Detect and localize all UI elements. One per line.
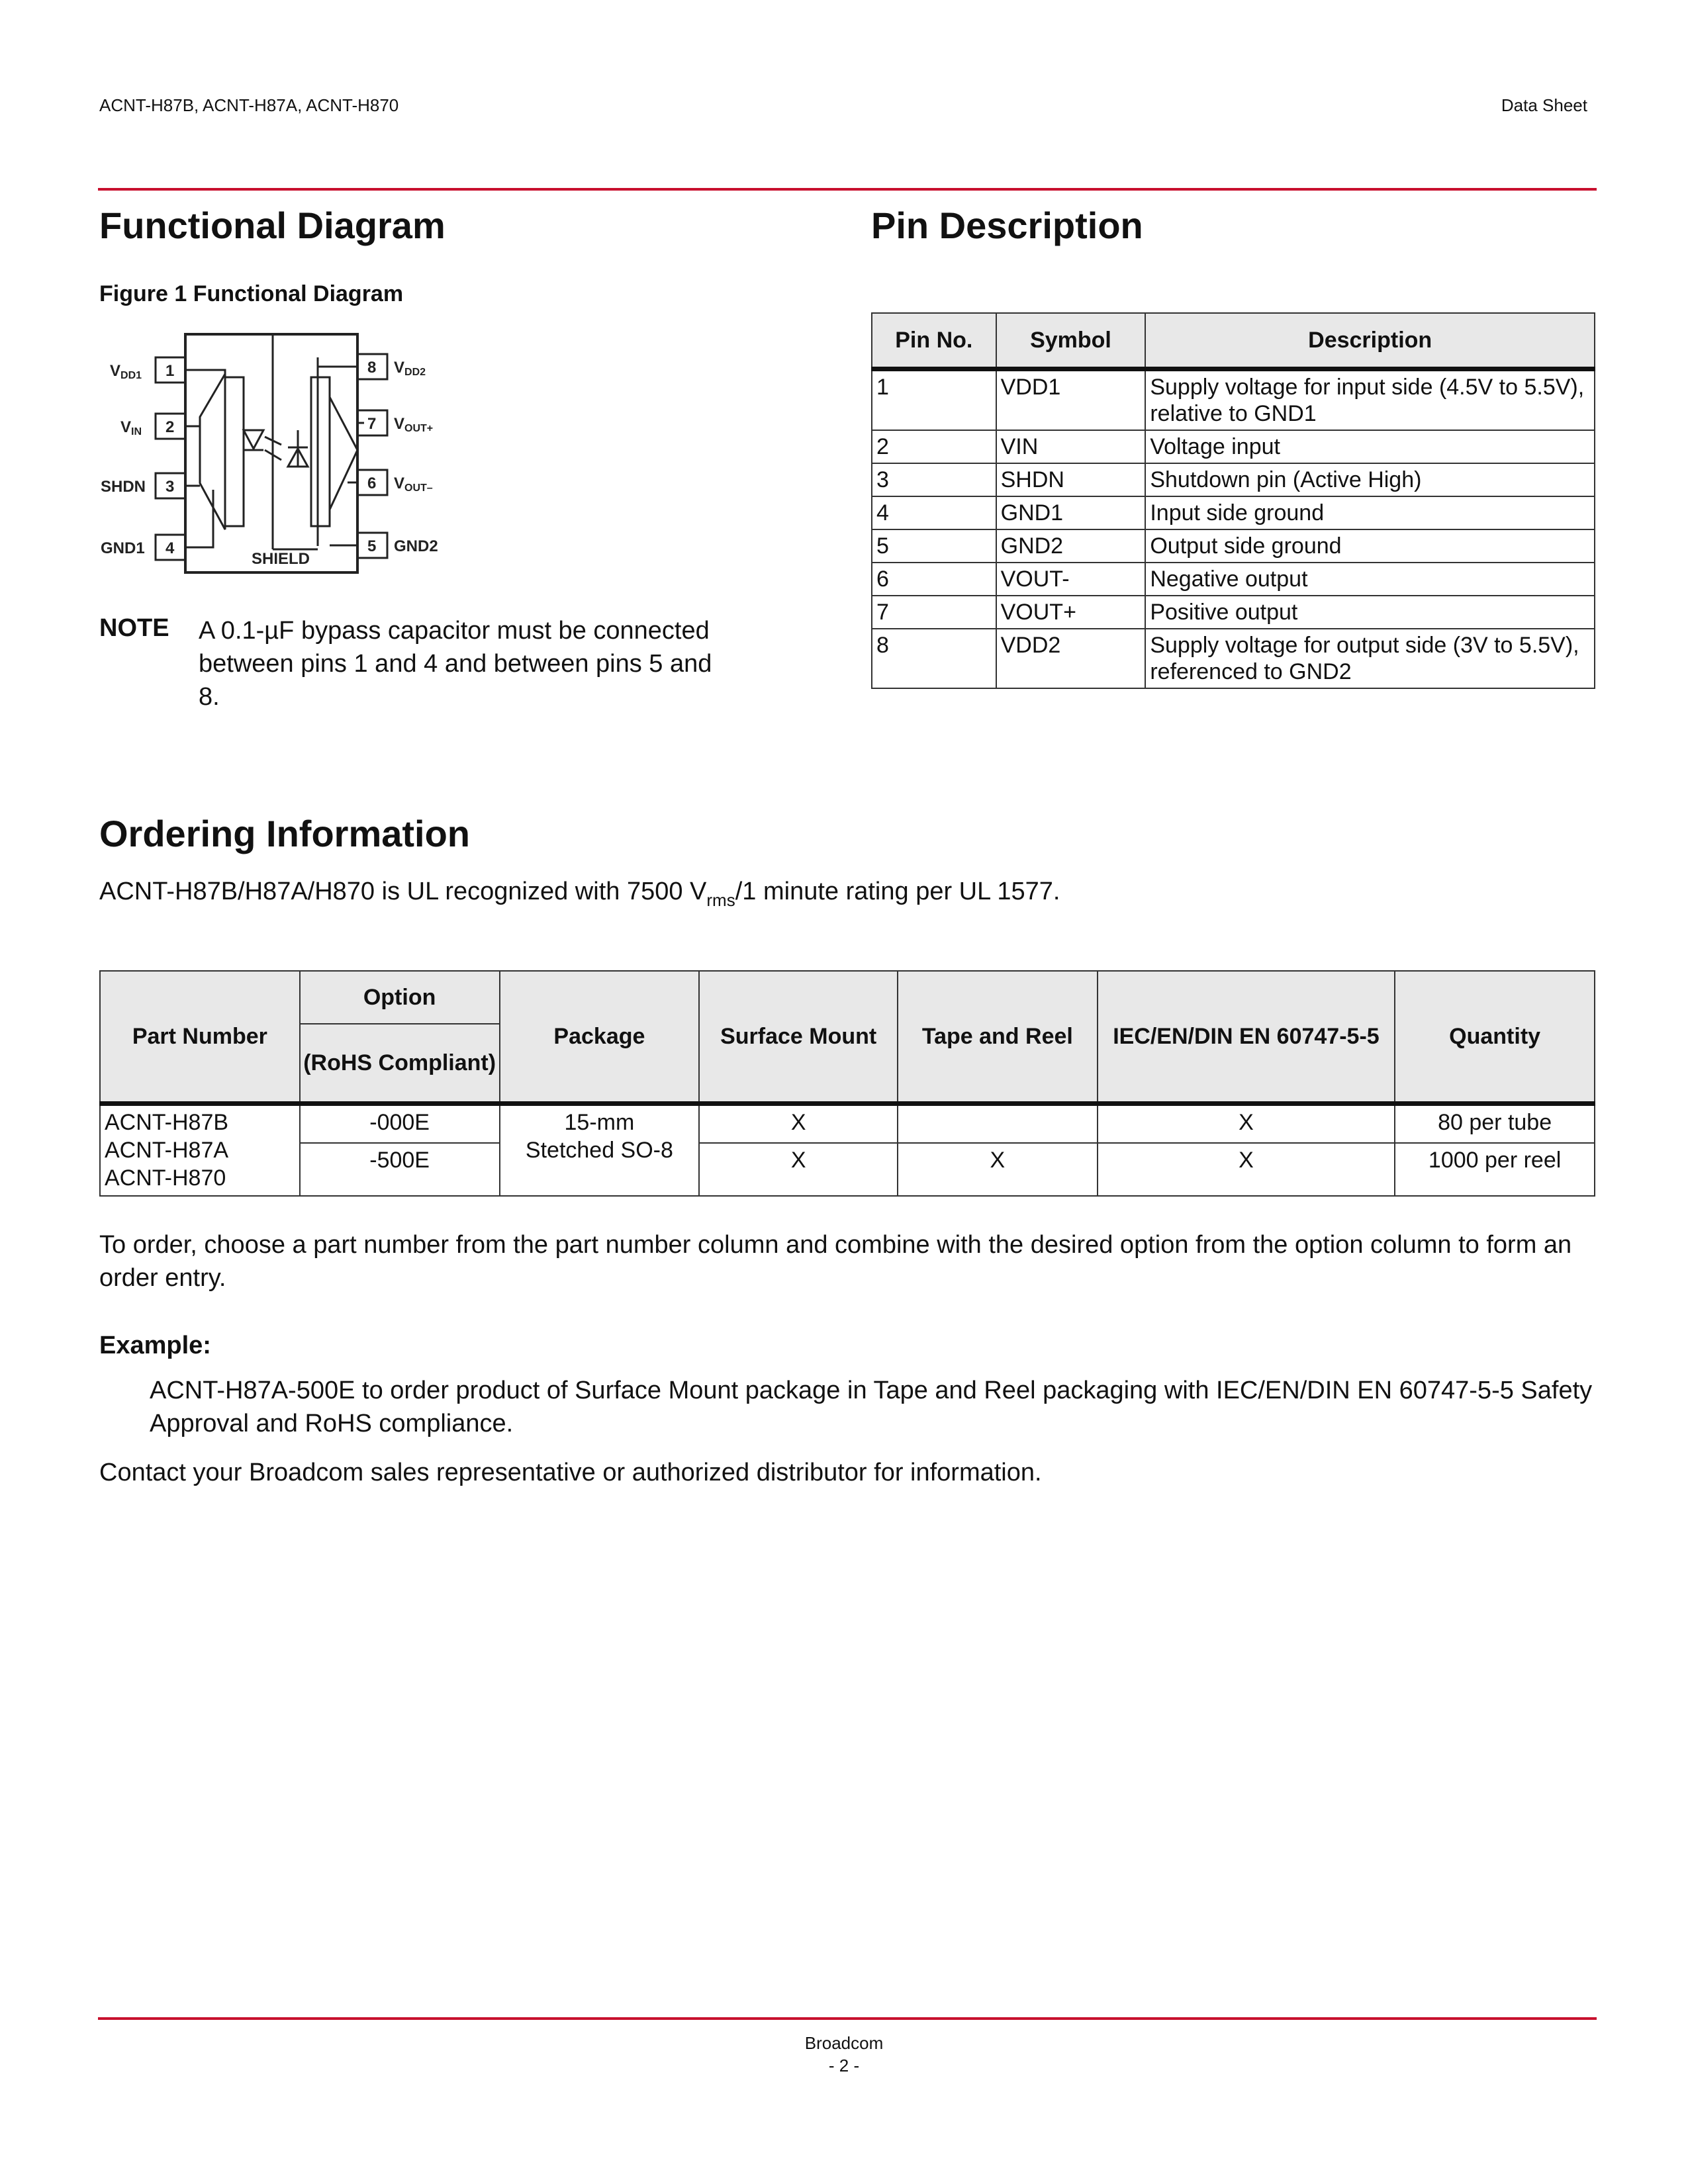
package-cell: 15-mm Stetched SO-8 [500,1103,700,1196]
col-header-option: Option [300,971,500,1024]
shield-label: SHIELD [252,550,310,568]
symbol-cell: GND1 [996,496,1146,529]
symbol-cell: VIN [996,430,1146,463]
contact-text: Contact your Broadcom sales representative or authorized distributor for information. [99,1459,1042,1486]
pin-cell: 8 [872,629,996,688]
note-text: A 0.1-µF bypass capacitor must be connected between pins 1 and 4 and between pins 5 and 8. [199,617,712,711]
part-number: ACNT-H870 [105,1165,226,1191]
pin-cell: 6 [872,563,996,596]
example-text: ACNT-H87A-500E to order product of Surface Mount package in Tape and Reel packaging with IEC/EN/DIN EN 60747-5-5 Safety Approval and RoHS compliance. [150,1377,1593,1437]
pin-cell: 7 [872,596,996,629]
description-cell: Positive output [1145,596,1595,629]
table-row [872,563,1595,596]
pin-7-number: 7 [367,415,377,433]
pin-cell: 2 [872,430,996,463]
pin-8-number: 8 [367,359,377,377]
symbol-cell: VOUT+ [996,596,1146,629]
surface-mount-cell: X [699,1143,898,1196]
description-cell: Output side ground [1145,529,1595,563]
example-label: Example: [99,1332,211,1359]
table-row [100,1143,1595,1196]
pin-7-label: VOUT+ [394,415,434,434]
footer-page-number: - 2 - [828,2056,860,2075]
symbol-cell: SHDN [996,463,1146,496]
pin-2-box [156,414,185,439]
description-cell: Supply voltage for output side (3V to 5.5V), referenced to GND2 [1145,629,1595,688]
col-header-package: Package [500,971,700,1103]
header-doc-type: Data Sheet [1501,95,1587,115]
symbol-cell: VOUT- [996,563,1146,596]
pin-description-table [871,312,1595,689]
symbol-cell: VDD2 [996,629,1146,688]
symbol-cell: GND2 [996,529,1146,563]
col-header-quantity: Quantity [1395,971,1595,1103]
table-row [872,369,1595,431]
pin-4-number: 4 [165,539,175,557]
pin-6-box [357,470,387,495]
description-cell: Voltage input [1145,430,1595,463]
pin-2-number: 2 [165,418,175,436]
ordering-information-title: Ordering Information [99,813,470,854]
iec-cell: X [1098,1103,1395,1143]
note-label: NOTE [99,614,169,642]
header-doc-title: ACNT-H87B, ACNT-H87A, ACNT-H870 [99,95,399,115]
tape-reel-cell [898,1103,1098,1143]
col-header-iec: IEC/EN/DIN EN 60747-5-5 [1098,971,1395,1103]
internal-circuit [185,334,364,549]
tape-reel-cell: X [898,1143,1098,1196]
pin-8-label: VDD2 [394,359,426,378]
pin-1-label: VDD1 [110,362,142,381]
footer-rule [98,2017,1597,2020]
part-number: ACNT-H87B [105,1109,229,1135]
pin-5-label: GND2 [394,537,438,555]
ordering-intro-subscript: rms [706,890,735,910]
quantity-cell: 1000 per reel [1395,1143,1595,1196]
option-cell: -000E [300,1103,500,1143]
col-header-surface-mount: Surface Mount [699,971,898,1103]
table-row [872,529,1595,563]
functional-diagram-figure [99,331,444,582]
footer-company: Broadcom [804,2033,884,2053]
pin-1-box [156,357,185,383]
footer [0,2032,1688,2077]
pin-cell: 4 [872,496,996,529]
col-header-pin-no: Pin No. [872,313,996,369]
header-rule [98,188,1597,191]
table-row [872,596,1595,629]
iec-cell: X [1098,1143,1395,1196]
part-number: ACNT-H87A [105,1137,229,1163]
functional-diagram-title: Functional Diagram [99,205,445,246]
col-header-option-rohs: (RoHS Compliant) [300,1024,500,1103]
ordering-intro-text-end: /1 minute rating per UL 1577. [735,878,1060,905]
col-header-description: Description [1145,313,1595,369]
table-row [100,1103,1595,1143]
pin-2-label: VIN [120,418,142,437]
pin-4-box [156,535,185,560]
table-row [872,463,1595,496]
ordering-instruction: To order, choose a part number from the part number column and combine with the desired option from the option column to form an order entry. [99,1231,1572,1292]
pin-8-box [357,354,387,379]
col-header-symbol: Symbol [996,313,1146,369]
pin-6-number: 6 [367,475,377,492]
table-row [872,629,1595,688]
ordering-table [99,970,1595,1197]
description-cell: Supply voltage for input side (4.5V to 5.5V), relative to GND1 [1145,369,1595,431]
description-cell: Shutdown pin (Active High) [1145,463,1595,496]
pin-5-number: 5 [367,537,377,555]
table-row [872,496,1595,529]
pin-cell: 3 [872,463,996,496]
pin-cell: 1 [872,369,996,431]
pin-5-box [357,533,387,558]
pin-3-number: 3 [165,478,175,496]
option-cell: -500E [300,1143,500,1196]
pin-3-label: SHDN [101,478,146,496]
description-cell: Input side ground [1145,496,1595,529]
pin-1-number: 1 [165,362,175,380]
ordering-intro [99,875,1060,917]
col-header-tape-reel: Tape and Reel [898,971,1098,1103]
ordering-intro-text: ACNT-H87B/H87A/H870 is UL recognized with 7500 V [99,878,707,905]
surface-mount-cell: X [699,1103,898,1143]
pin-6-label: VOUT– [394,475,433,494]
pin-cell: 5 [872,529,996,563]
pin-4-label: GND1 [101,539,145,557]
pin-3-box [156,473,185,498]
symbol-cell: VDD1 [996,369,1146,431]
quantity-cell: 80 per tube [1395,1103,1595,1143]
description-cell: Negative output [1145,563,1595,596]
col-header-part-number: Part Number [100,971,300,1103]
pin-description-title: Pin Description [871,205,1143,246]
part-number-cell [100,1103,300,1196]
table-row [872,430,1595,463]
figure-caption: Figure 1 Functional Diagram [99,281,404,306]
